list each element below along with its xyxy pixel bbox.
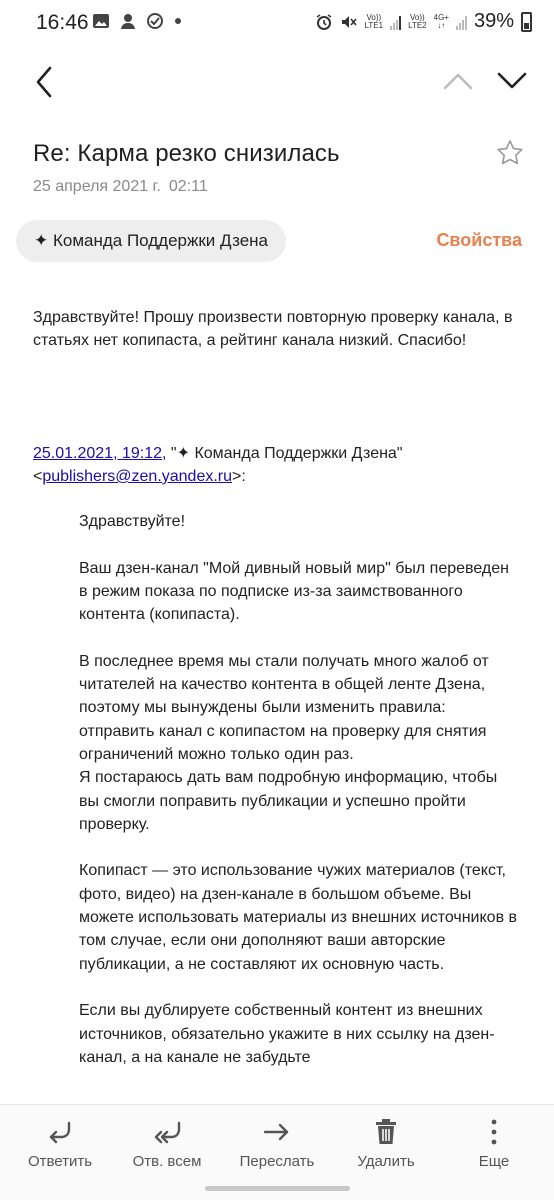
battery-icon <box>521 12 532 32</box>
quote-paragraph: Ваш дзен-канал "Мой дивный новый мир" был переведен в режим показа по подписке из-за заимствованного контента (копипаста). <box>79 559 509 624</box>
more-vertical-icon <box>479 1117 509 1147</box>
reply-all-icon <box>152 1117 182 1147</box>
signal-sim1-icon <box>390 14 401 30</box>
trash-icon <box>371 1117 401 1147</box>
more-button[interactable] <box>439 1117 549 1170</box>
delete-label: Удалить <box>357 1153 415 1170</box>
message-body: Здравствуйте! Прошу произвести повторную проверку канала, в статьях нет копипаста, а рейтинг канала низкий. Спасибо! <box>33 309 513 349</box>
quote-email-link[interactable]: publishers@zen.yandex.ru <box>42 468 233 485</box>
delete-button[interactable] <box>331 1117 441 1170</box>
next-message-button[interactable] <box>494 66 530 96</box>
quote-sender: , "✦ Команда Поддержки Дзена" <box>162 445 403 462</box>
quote-header: 25.01.2021, 19:12, "✦ Команда Поддержки Дзена" <publishers@zen.yandex.ru>: <box>33 445 403 485</box>
sim1-indicator: Vo)) LTE1 <box>364 12 384 30</box>
sim2-indicator: Vo)) LTE2 <box>408 12 427 30</box>
forward-button[interactable] <box>222 1117 332 1170</box>
status-right-icons <box>315 10 532 33</box>
message-date: 25 апреля 2021 г. 02:11 <box>33 178 208 195</box>
check-circle-icon <box>146 12 164 30</box>
reply-all-button[interactable] <box>112 1117 222 1170</box>
alarm-icon <box>315 13 333 31</box>
app-notification-icon <box>119 12 137 30</box>
reply-label: Ответить <box>27 1153 93 1170</box>
gallery-icon <box>92 12 110 30</box>
star-icon[interactable] <box>495 138 525 168</box>
home-indicator[interactable] <box>205 1186 350 1191</box>
network-type: 4G+ ↓↑ <box>433 12 449 30</box>
reply-icon <box>45 1117 75 1147</box>
status-bar <box>0 0 554 44</box>
status-left-icons <box>92 12 181 30</box>
quote-paragraph: Если вы дублируете собственный контент из внешних источников, обязательно укажите в них ссылку на дзен-канал, а на канале не забудьте <box>79 1002 495 1066</box>
previous-message-button[interactable] <box>440 66 476 96</box>
signal-sim2-icon <box>456 14 467 30</box>
message-subject: Re: Карма резко снизилась <box>33 140 340 167</box>
quoted-message <box>79 510 519 1092</box>
top-navigation <box>0 56 554 106</box>
battery-percent: 39% <box>473 10 514 32</box>
sender-chip[interactable]: ✦ Команда Поддержки Дзена <box>16 220 286 262</box>
quote-date-link[interactable]: 25.01.2021, 19:12 <box>33 445 163 462</box>
forward-label: Переслать <box>239 1153 315 1170</box>
reply-all-label: Отв. всем <box>132 1153 202 1170</box>
more-label: Еще <box>478 1153 510 1170</box>
status-time: 16:46 <box>36 11 89 34</box>
reply-button[interactable] <box>5 1117 115 1170</box>
mute-icon <box>340 13 358 31</box>
quote-paragraph: Здравствуйте! <box>79 513 186 530</box>
properties-button[interactable]: Свойства <box>436 230 522 250</box>
back-button[interactable] <box>30 64 60 100</box>
quote-paragraph: Копипаст — это использование чужих материалов (текст, фото, видео) на дзен-канале в большом объеме. Вы можете использовать материалы из внешних источников в том случае, если они дополняют ваши авторские публикации, а не составляют их основную часть. <box>79 862 518 973</box>
quote-paragraph: В последнее время мы стали получать много жалоб от читателей на качество контента в общей ленте Дзена, поэтому мы вынуждены были изменить правила: отправить канал с копипастом на проверку для снятия ограничений можно только один раз. Я постараюсь дать вам подробную информацию, чтобы вы смогли поправить публикации и успешно пройти проверку. <box>79 652 498 833</box>
forward-arrow-icon <box>262 1117 292 1147</box>
more-notifications-dot-icon <box>175 18 181 24</box>
